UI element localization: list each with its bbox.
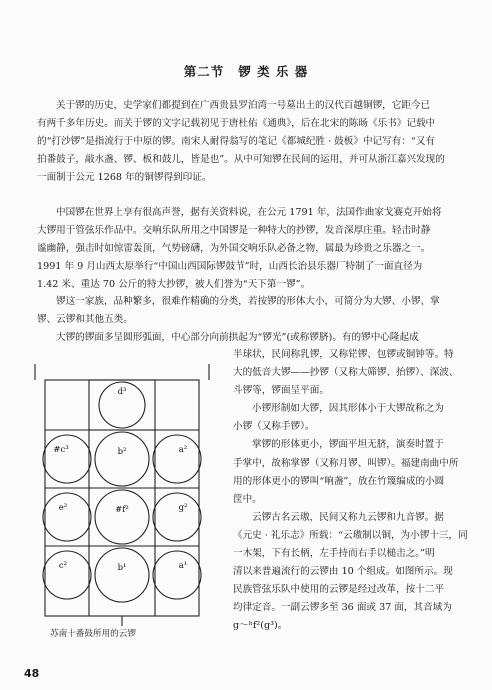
right-column-text [233,346,477,636]
text-line: 锣这一家族，品种繁多，很难作精确的分类，若按锣的形体大小，可简分为大锣、小锣、掌 [56,296,440,307]
gong-label: b¹ [117,563,127,573]
text-line: 均律定音。一副云锣多至 36 面或 37 面，其音域为 [233,602,452,614]
gong-label: #c³ [53,445,69,455]
figure-caption: 苏南十番鼓所用的云锣 [50,629,136,639]
yunluo-frame-diagram [27,358,217,628]
gong-label: #f² [115,505,129,515]
yunluo-figure [27,358,217,648]
text-line: 小锣形制如大锣，因其形体小于大锣故称之为 [252,403,444,415]
text-line: 谧幽静，强击时如惊雷轰顶，气势磅礴，为外国交响乐队必备之物，属最为珍贵之乐器之一。 [37,243,431,255]
text-line: 云锣古名云璈，民间又称九云锣和九音锣。据 [252,511,444,523]
gong-label: e² [58,503,68,513]
text-line: 小锣（又称手锣）。 [233,421,315,433]
text-line: 斗锣等，锣面呈平面。 [233,385,329,397]
text-line: 大锣用于管弦乐作品中。交响乐队所用之中国锣是一种特大的抄锣，发音深厚庄重。轻击时静 [37,225,431,237]
text-line: 1.42 米、重达 70 公斤的特大抄锣，被人们誉为“天下第一锣”。 [37,279,311,291]
gong-label: g² [178,503,188,513]
text-line: 中国锣在世界上享有很高声誉，据有关资料说，在公元 1791 年，法国作曲家戈赛克开始将 [56,207,442,218]
text-line: g～ʰf²(g³)。 [233,620,288,632]
gong-label: b² [117,447,127,457]
text-line: 拍番鼓子，敲水盏、锣、板和鼓儿，皆是也”。从中可知锣在民间的运用，并可从浙江嘉兴发现的 [37,154,445,166]
text-line: 有两千多年历史。而关于锣的文字记载初见于唐杜佑《通典》，后在北宋的陈旸《乐书》记载中 [37,118,436,130]
section-number: 第二节 [183,64,225,79]
text-line: 关于锣的历史，史学家们都提到在广西贵县罗泊湾一号墓出土的汉代百越铜锣，它距今已 [56,100,431,111]
gong-label: d³ [117,387,127,397]
paragraph-large-gong [37,329,475,347]
gong-label: a¹ [178,561,188,571]
text-line: 1991 年 9 月山西太原举行“中国山西国际锣鼓节”时，山西长治县乐器厂特制了一面直径为 [37,261,423,273]
paragraph-history [37,97,475,187]
section-title [0,62,492,80]
text-line: 大锣的锣面多呈圆形弧面，中心部分向前拱起为“锣光”(或称锣脐)。有的锣中心隆起成 [56,332,419,343]
paragraph-reputation [37,204,475,294]
text-line: 清以来普遍流行的云锣由 10 个组成。如图所示。现 [233,566,453,578]
text-line: 一木架，下有长柄，左手持而右手以槌击之。”明 [233,548,435,560]
text-line: 掌锣的形体更小，锣面平坦无脐，演奏时置于 [252,439,444,451]
text-line: 《元史 · 礼乐志》所载：“云璈制以铜，为小锣十三，同 [233,529,468,541]
gong-label: a² [178,445,188,455]
page-number: 48 [24,667,40,680]
text-line: 大的低音大锣——抄锣（又称大筛锣、抬锣）、深波、 [233,367,459,379]
text-line: 一面制于公元 1268 年的铜锣得到印证。 [37,172,212,184]
text-line: 锣、云锣和其他五类。 [37,314,133,326]
text-line: 半球状，民间称乳锣，又称铓锣、包锣或铜钟等。特 [233,349,454,360]
section-name: 锣 类 乐 器 [238,64,309,79]
text-line: 手掌中，故称掌锣（又称月锣、叫锣）。福建南曲中所 [233,457,459,469]
text-line: 的“打沙锣”是指流行于中原的锣。南宋人耐得翁写的笔记《都城纪胜 · 鼓板》中记写有：“又有 [37,136,436,148]
text-line: 用的形体更小的锣叫“响盏”，放在竹篾编成的小圆 [233,475,445,487]
text-line: 民族管弦乐队中使用的云锣是经过改革，按十二平 [233,584,445,596]
text-line: 筐中。 [233,493,262,505]
gong-label: c² [58,561,68,571]
paragraph-family [37,293,475,329]
